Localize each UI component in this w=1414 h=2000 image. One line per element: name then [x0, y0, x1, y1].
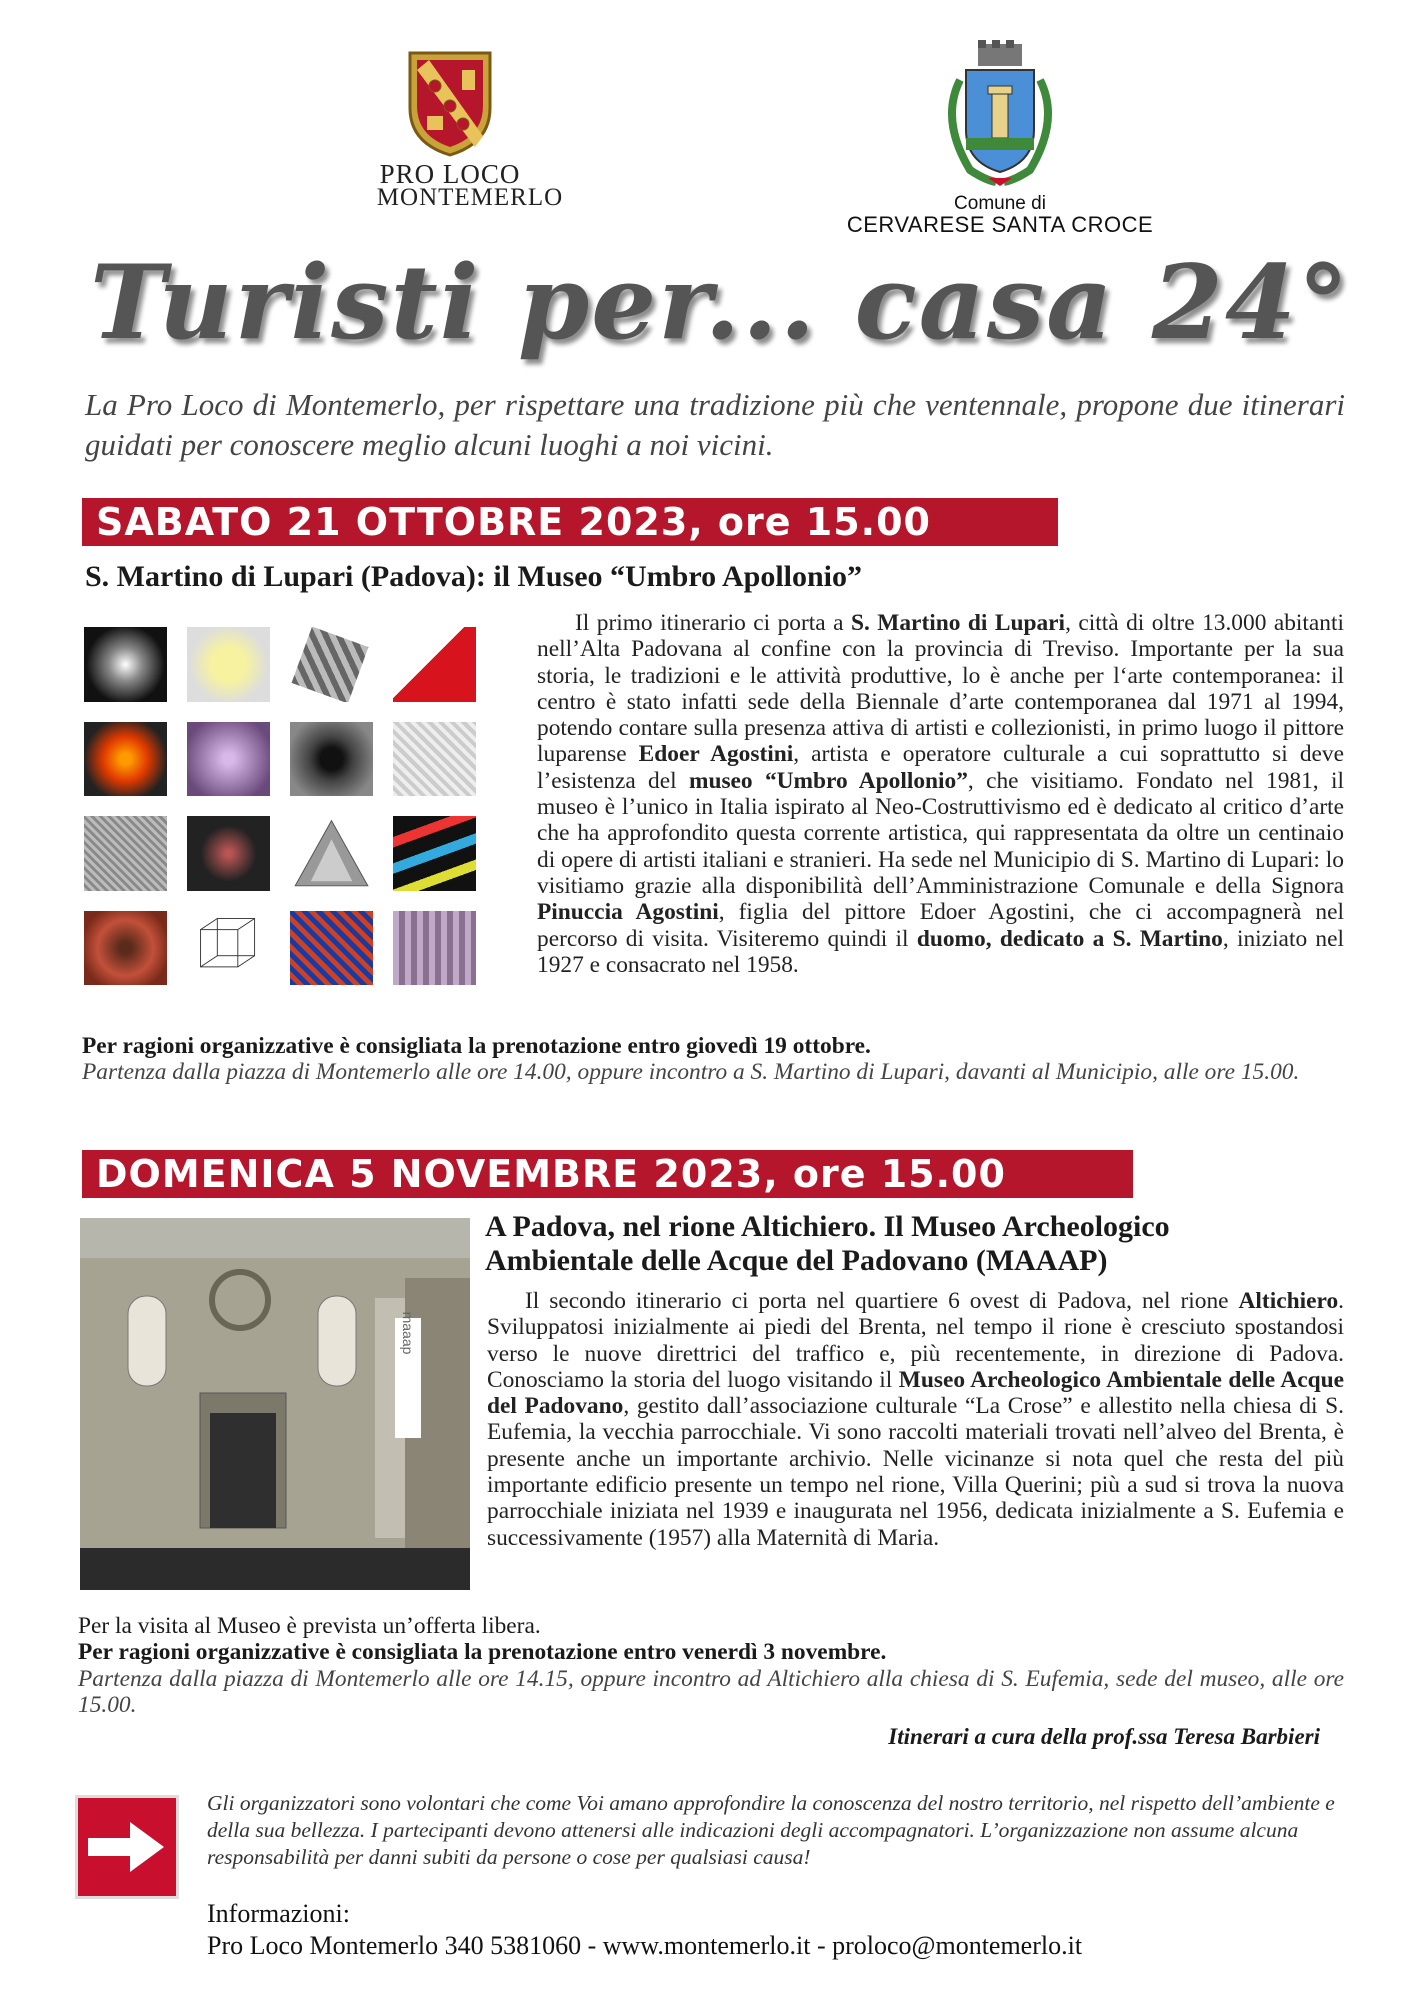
event1-departure: Partenza dalla piazza di Montemerlo alle ore 14.00, oppure incontro a S. Martino di Lupari, davanti al Municipio, alle ore 15.00. [82, 1059, 1300, 1086]
artwork-3 [290, 627, 373, 702]
artwork-8 [393, 722, 476, 797]
event1-artwork-gallery [84, 627, 476, 985]
event2-heading [485, 1210, 1345, 1278]
comune-line2: CERVARESE SANTA CROCE [846, 212, 1154, 237]
artwork-4 [393, 627, 476, 702]
comune-logo [840, 40, 1160, 240]
artwork-9 [84, 816, 167, 891]
artwork-12 [393, 816, 476, 891]
artwork-16 [393, 911, 476, 986]
proloco-logo-line1: PRO LOCO [379, 159, 521, 189]
maaap-banner-text: maaap [400, 1311, 416, 1355]
artwork-11 [290, 816, 373, 891]
arrow-right-sign-icon [75, 1795, 179, 1899]
comune-coat-of-arms-icon [930, 40, 1070, 190]
info-contacts: Pro Loco Montemerlo 340 5381060 - www.montemerlo.it - proloco@montemerlo.it [207, 1931, 1083, 1960]
event1-description: Il primo itinerario ci porta a S. Martino di Lupari, città di oltre 13.000 abitanti nell’Alta Padovana al confine con la provincia di Treviso. Importante per la sua storia, le tradizioni e le attività produttive, lo è anche per l‘arte contemporanea: il centro è stato infatti sede della Biennale d’arte contemporanea dal 1971 al 1994, potendo contare sulla presenza attiva di artisti e collezionisti, in primo luogo il pittore luparense Edoer Agostini, artista e operatore culturale a cui soprattutto si deve l’esistenza del museo “Umbro Apollonio”, che visitiamo. Fondato nel 1981, il museo è l’unico in Italia ispirato al Neo-Costruttivismo ed è dedicato al critico d’arte che ha approfondito questa corrente artistica, qui rappresentata da oltre un centinaio di opere di artisti italiani e stranieri. Ha sede nel Municipio di S. Martino di Lupari: lo visitiamo grazie alla disponibilità dell’Amministrazione Comunale e della Signora Pinuccia Agostini, figlia del pittore Edoer Agostini, che ci accompagnerà nel percorso di visita. Visiteremo quindi il duomo, dedicato a S. Martino, iniziato nel 1927 e consacrato nel 1958. [537, 610, 1345, 978]
artwork-5 [84, 722, 167, 797]
event2-notes [78, 1613, 1344, 1718]
event2-description: Il secondo itinerario ci porta nel quartiere 6 ovest di Padova, nel rione Altichiero. Sviluppatosi inizialmente ai piedi del Brenta, nel tempo il rione è cresciuto spostandosi verso le nuove direttrici del traffico e, più recentemente, in direzione di Padova. Conosciamo la storia del luogo visitando il Museo Archeologico Ambientale delle Acque del Padovano, gestito dall’associazione culturale “La Crose” e allestito nella chiesa di S. Eufemia, la vecchia parrocchiale. Vi sono raccolti materiali trovati nell’alveo del Brenta, è presente anche un importante archivio. Nelle vicinanze si nota quel che resta del più importante edificio presente un tempo nel rione, Villa Querini; più a sud si trova la nuova parrocchiale iniziata nel 1939 e inaugurata nel 1956, dedicata inizialmente a S. Eufemia e successivamente (1957) alla Maternità di Maria. [487, 1288, 1344, 1551]
event2-date-banner: DOMENICA 5 NOVEMBRE 2023, ore 15.00 [82, 1150, 1133, 1198]
event1-notes [82, 1033, 1344, 1086]
artwork-13 [84, 911, 167, 986]
artwork-6 [187, 722, 270, 797]
proloco-logo [310, 48, 590, 223]
event2-booking: Per ragioni organizzative è consigliata la prenotazione entro venerdì 3 novembre. [78, 1639, 887, 1666]
event2-departure: Partenza dalla piazza di Montemerlo alle ore 14.15, oppure incontro ad Altichiero alla chiesa di S. Eufemia, sede del museo, alle ore 15.00. [78, 1665, 1344, 1718]
proloco-logo-text [310, 159, 590, 211]
event2-heading-line2: Ambientale delle Acque del Padovano (MAAAP) [485, 1244, 1108, 1277]
artwork-10 [187, 816, 270, 891]
info-label: Informazioni: [207, 1899, 350, 1928]
event1-booking: Per ragioni organizzative è consigliata la prenotazione entro giovedì 19 ottobre. [82, 1033, 871, 1059]
proloco-shield-icon [405, 48, 495, 158]
page-title: Turisti per... casa 24° [90, 243, 1351, 363]
artwork-15 [290, 911, 373, 986]
church-photo [80, 1218, 470, 1590]
artwork-7 [290, 722, 373, 797]
artwork-2 [187, 627, 270, 702]
credit-line: Itinerari a cura della prof.ssa Teresa Barbieri [888, 1724, 1320, 1749]
intro-text: La Pro Loco di Montemerlo, per rispettare una tradizione più che ventennale, propone due itinerari guidati per conoscere meglio alcuni luoghi a noi vicini. [85, 387, 1345, 462]
comune-line1: Comune di [954, 193, 1046, 214]
event1-date-banner: SABATO 21 OTTOBRE 2023, ore 15.00 [82, 498, 1058, 546]
event1-heading: S. Martino di Lupari (Padova): il Museo “Umbro Apollonio” [85, 560, 863, 593]
footer-disclaimer: Gli organizzatori sono volontari che come Voi amano approfondire la conoscenza del nostro territorio, nel rispetto dell’ambiente e della sua bellezza. I partecipanti devono attenersi alle indicazioni degli accompagnatori. L’organizzazione non assume alcuna responsabilità per danni subiti da persone o cose per qualsiasi causa! [207, 1791, 1335, 1869]
event2-offer: Per la visita al Museo è prevista un’offerta libera. [78, 1613, 541, 1639]
footer-info [207, 1898, 1337, 1962]
artwork-14 [187, 911, 270, 986]
artwork-1 [84, 627, 167, 702]
proloco-logo-line2: MONTEMERLO [376, 184, 564, 211]
event2-heading-line1: A Padova, nel rione Altichiero. Il Museo Archeologico [485, 1210, 1170, 1243]
